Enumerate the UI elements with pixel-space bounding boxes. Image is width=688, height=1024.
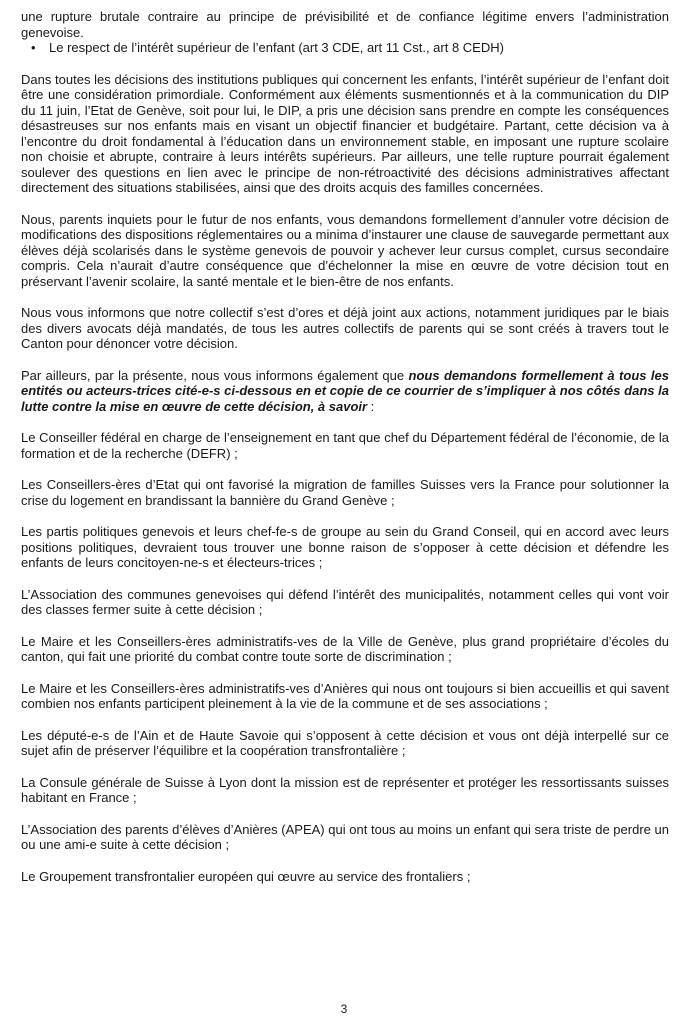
recipient-deputes-ain: Les député-e-s de l’Ain et de Haute Savoie qui s’opposent à cette décision et vous ont déjà interpellé sur ce sujet afin de préserver l’équilibre et la coopération transfrontalière ; (21, 727, 669, 758)
page-number: 3 (340, 1002, 348, 1016)
recipient-anieres: Le Maire et les Conseillers-ères administratifs-ves d’Anières qui nous ont toujours si bien accueillis et qui savent combien nos enfants participent pleinement à la vie de la commune et de ses associations ; (21, 680, 669, 711)
recipient-association-communes: L’Association des communes genevoises qui défend l’intérêt des municipalités, notamment celles qui vont voir des classes fermer suite à cette décision ; (21, 586, 669, 617)
appel-text: Par ailleurs, par la présente, nous vous informons également que (21, 367, 409, 383)
recipient-ville-geneve: Le Maire et les Conseillers-ères administratifs-ves de la Ville de Genève, plus grand propriétaire d’écoles du canton, qui fait une priorité du combat contre toute sorte de discrimination ; (21, 633, 669, 664)
bullet-text: Le respect de l’intérêt supérieur de l’enfant (art 3 CDE, art 11 Cst., art 8 CEDH) (49, 40, 504, 55)
document-page (21, 9, 669, 900)
paragraph-collectif: Nous vous informons que notre collectif s’est d’ores et déjà joint aux actions, notamment juridiques par le biais des divers avocats déjà mandatés, de tous les autres collectifs de parents qui se sont créés à travers tout le Canton pour dénoncer votre décision. (21, 305, 669, 351)
bullet-item (21, 40, 669, 56)
appel-emphasis: nous demandons formellement à tous les entités ou acteurs-trices cité-e-s ci-dessous en et copie de ce courrier de s’impliquer à nos côtés dans la lutte contre la mise en œuvre de cette décision, à savoir (21, 367, 669, 414)
recipient-groupement-transfrontalier: Le Groupement transfrontalier européen qui œuvre au service des frontaliers ; (21, 868, 471, 884)
recipient-apea: L’Association des parents d’élèves d’Anières (APEA) qui ont tous au moins un enfant qui sera triste de perdre un ou une ami-e suite à cette décision ; (21, 821, 669, 852)
recipient-conseillers-etat: Les Conseillers-ères d’Etat qui ont favorisé la migration de familles Suisses vers la France pour solutionner la crise du logement en brandissant la bannière du Grand Genève ; (21, 477, 669, 508)
recipient-partis-politiques: Les partis politiques genevois et leurs chef-fe-s de groupe au sein du Grand Conseil, qui en accord avec leurs positions politiques, devraient tous trouver une bonne raison de s’opposer à cette décision et défendre les enfants de leurs concitoyen-ne-s et électeurs-trices ; (21, 524, 669, 570)
bullet-icon: • (31, 40, 36, 55)
paragraph-demande-annulation: Nous, parents inquiets pour le futur de nos enfants, vous demandons formellement d’annuler votre décision de modifications des dispositions réglementaires ou a minima d’instaurer une clause de sauvegarde permettant aux élèves déjà scolarisés dans le système genevois de pouvoir y achever leur cursus complet, cursus secondaire compris. Cela n’aurait d’autre conséquence que d’échelonner la mise en œuvre de votre décision tout en préservant l’avenir scolaire, la santé mentale et le bien-être de nos enfants. (21, 211, 669, 289)
paragraph-interet-superieur: Dans toutes les décisions des institutions publiques qui concernent les enfants, l’intérêt supérieur de l’enfant doit être une considération primordiale. Conformément aux éléments susmentionnés et à la communication du DIP du 11 juin, l’Etat de Genève, soit pour lui, le DIP, a pris une décision sans prendre en compte les conséquences désastreuses sur nos enfants mais en visant un objectif financier et budgétaire. Partant, cette décision va à l’encontre du droit fondamental à l’éducation dans un environnement stable, en imposant une rupture scolaire non choisie et abrupte, contraire à leurs intérêts supérieurs. Par ailleurs, une telle rupture pourrait également soulever des questions en lien avec le principe de non-rétroactivité des décisions administratives affectant directement des situations stabilisées, ainsi que des droits acquis des familles concernées. (21, 71, 669, 195)
recipient-consule-lyon: La Consule générale de Suisse à Lyon dont la mission est de représenter et protéger les ressortissants suisses habitant en France ; (21, 774, 669, 805)
paragraph-appel (21, 368, 669, 415)
recipient-conseiller-federal: Le Conseiller fédéral en charge de l’enseignement en tant que chef du Département fédéral de l’économie, de la formation et de la recherche (DEFR) ; (21, 430, 669, 461)
appel-end: : (367, 398, 375, 414)
paragraph-continuation: une rupture brutale contraire au principe de prévisibilité et de confiance légitime envers l’administration genevoise. (21, 9, 669, 40)
